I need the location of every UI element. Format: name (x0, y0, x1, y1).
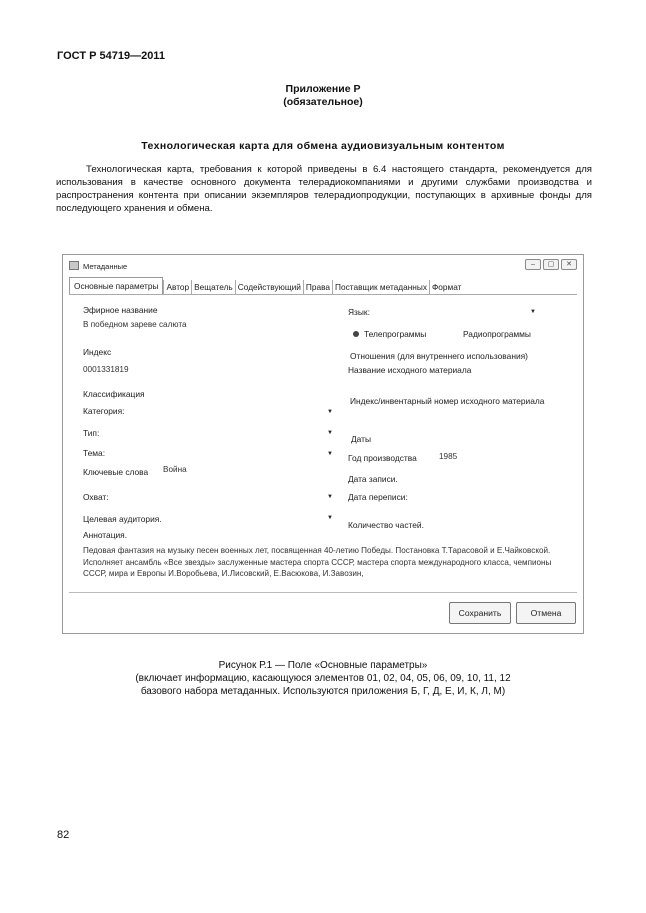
intro-paragraph: Технологическая карта, требования к которой приведены в 6.4 настоящего стандарта, рекомендуется для использования в качестве основного документа телерадиокомпаниями и другими службами производства и распространения контента при описании экземпляров телерадиопродукции, поступающих в архивные фонды для последующего хранения и обмена. (56, 164, 592, 214)
category-label: Категория: (83, 406, 125, 416)
window-title: Метаданные (83, 262, 128, 271)
app-icon (69, 261, 79, 270)
index-label: Индекс (83, 347, 112, 357)
index-value[interactable]: 0001331819 (83, 365, 129, 374)
save-button[interactable]: Сохранить (449, 602, 511, 624)
category-dropdown-icon[interactable]: ▼ (327, 409, 333, 415)
theme-label: Тема: (83, 448, 106, 458)
keywords-value[interactable]: Война (163, 465, 187, 474)
window-controls (525, 259, 577, 270)
source-name-label: Название исходного материала (348, 365, 472, 375)
caption-line-1: Рисунок Р.1 — Поле «Основные параметры» (218, 660, 428, 671)
production-year-value[interactable]: 1985 (439, 452, 458, 461)
coverage-dropdown-icon[interactable]: ▼ (327, 494, 333, 500)
language-label: Язык: (348, 307, 370, 317)
button-separator (69, 592, 577, 593)
minimize-icon[interactable]: – (525, 259, 541, 270)
appendix-heading (0, 83, 646, 109)
cancel-button[interactable]: Отмена (516, 602, 576, 624)
tab-rights[interactable]: Права (303, 280, 332, 294)
maximize-icon[interactable]: ▢ (543, 259, 559, 270)
section-title: Технологическая карта для обмена аудиовизуальным контентом (141, 140, 505, 152)
annotation-label: Аннотация. (83, 530, 128, 540)
audience-dropdown-icon[interactable]: ▼ (327, 515, 333, 521)
tab-author[interactable]: Автор (163, 280, 191, 294)
page-number: 82 (57, 829, 70, 841)
tab-contributor[interactable]: Содействующий (235, 280, 303, 294)
appendix-title: Приложение Р (285, 83, 361, 95)
tab-broadcaster[interactable]: Вещатель (191, 280, 235, 294)
radio-tv-selected-icon[interactable] (353, 331, 359, 337)
tab-bar (69, 277, 463, 294)
record-date-label: Дата записи. (348, 474, 398, 484)
coverage-label: Охват: (83, 492, 109, 502)
rewrite-date-label: Дата переписи: (348, 492, 408, 502)
metadata-window-screenshot (62, 254, 584, 634)
annotation-text[interactable]: Педовая фантазия на музыку песен военных лет, посвященная 40-летию Победы. Постановка Т.Тарасовой и Е.Чайковской. Исполняет ансамбль «Все звезды» заслуженные мастера спорта СССР, мастера спорта международного класса, чемпионы СССР, мира и Европы И.Воробьева, И.Лисовский, Е.Васюкова, И.Завозин, (83, 546, 552, 578)
radio-tv-label[interactable]: Телепрограммы (364, 329, 427, 339)
tab-format[interactable]: Формат (429, 280, 463, 294)
keywords-label: Ключевые слова (83, 467, 149, 477)
source-index-label: Индекс/инвентарный номер исходного материала (350, 396, 545, 406)
figure-caption (0, 659, 646, 698)
standard-header: ГОСТ Р 54719—2011 (57, 50, 165, 62)
radio-radio-label[interactable]: Радиопрограммы (463, 329, 531, 339)
air-name-label: Эфирное название (83, 305, 158, 315)
theme-dropdown-icon[interactable]: ▼ (327, 451, 333, 457)
appendix-status: (обязательное) (283, 96, 363, 108)
caption-line-3: базового набора метаданных. Используются приложения Б, Г, Д, Е, И, К, Л, М) (140, 686, 506, 697)
tab-main-params[interactable]: Основные параметры (69, 277, 163, 294)
relations-label: Отношения (для внутреннего использования) (350, 351, 528, 361)
tab-metadata-provider[interactable]: Поставщик метаданных (332, 280, 429, 294)
close-icon[interactable]: ✕ (561, 259, 577, 270)
parts-count-label: Количество частей. (348, 520, 424, 530)
type-dropdown-icon[interactable]: ▼ (327, 430, 333, 436)
tab-divider (69, 294, 577, 295)
language-dropdown-icon[interactable]: ▼ (530, 309, 536, 315)
caption-line-2: (включает информацию, касающуюся элементов 01, 02, 04, 05, 06, 09, 10, 11, 12 (135, 673, 511, 684)
air-name-value[interactable]: В победном зареве салюта (83, 320, 187, 329)
production-year-label: Год производства (348, 453, 417, 463)
dates-label: Даты (351, 434, 372, 444)
classification-label: Классификация (83, 389, 145, 399)
type-label: Тип: (83, 428, 100, 438)
audience-label: Целевая аудитория. (83, 514, 162, 524)
